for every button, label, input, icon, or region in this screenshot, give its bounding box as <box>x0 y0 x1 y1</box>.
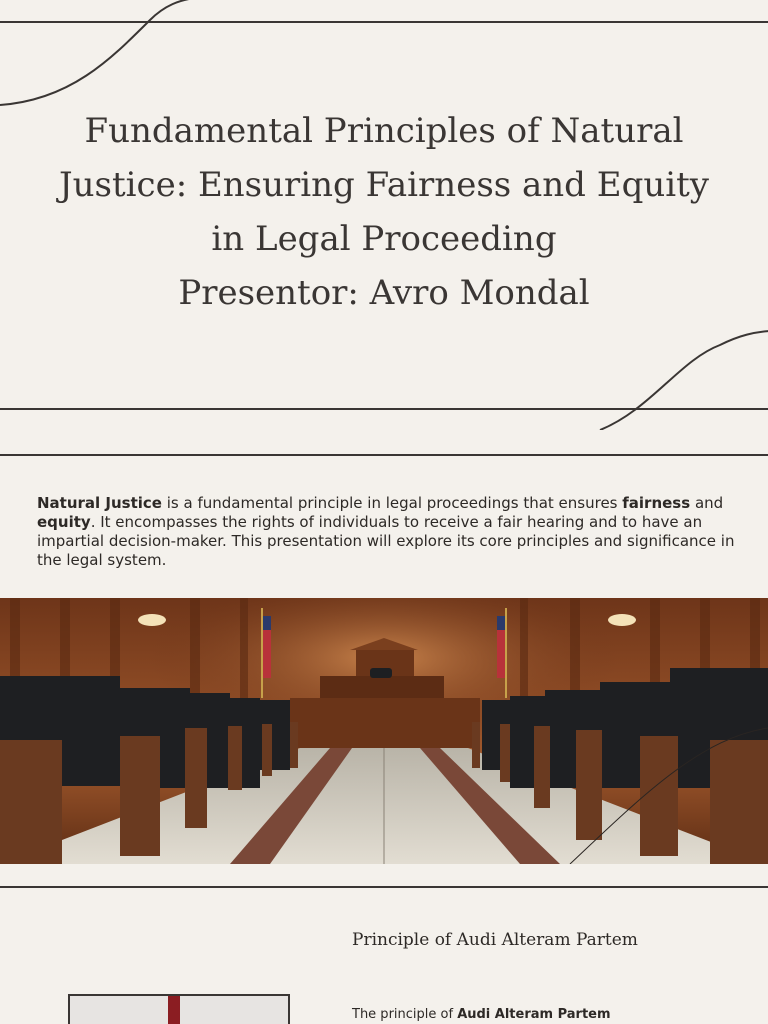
section-body <box>352 1007 611 1022</box>
gavel-image <box>68 994 290 1024</box>
body-text: The principle of <box>352 1007 458 1022</box>
term-audi-alteram-partem: Audi Alteram Partem <box>457 1007 611 1022</box>
term-equity: equity <box>37 513 91 531</box>
presenter-name: Presentor: Avro Mondal <box>178 273 590 313</box>
title-line: Justice: Ensuring Fairness and Equity <box>59 165 709 205</box>
bottom-rule <box>0 408 768 410</box>
courtroom-photo <box>0 598 768 864</box>
presentation-title <box>20 104 748 320</box>
intro-paragraph <box>37 494 737 570</box>
title-slide <box>0 0 768 430</box>
gavel-handle <box>168 996 180 1024</box>
principle-slide <box>0 886 768 1024</box>
term-natural-justice: Natural Justice <box>37 494 162 512</box>
term-fairness: fairness <box>622 494 691 512</box>
top-rule <box>0 886 768 888</box>
top-rule <box>0 454 768 456</box>
section-heading: Principle of Audi Alteram Partem <box>352 930 638 950</box>
title-line: Fundamental Principles of Natural <box>84 111 684 151</box>
intro-text: and <box>690 494 724 512</box>
intro-slide <box>0 432 768 884</box>
title-line: in Legal Proceeding <box>211 219 557 259</box>
intro-text: . It encompasses the rights of individuals to receive a fair hearing and to have an impartial decision-maker. This presentation will explore its core principles and significance in the legal system. <box>37 513 735 569</box>
intro-text: is a fundamental principle in legal proceedings that ensures <box>161 494 623 512</box>
